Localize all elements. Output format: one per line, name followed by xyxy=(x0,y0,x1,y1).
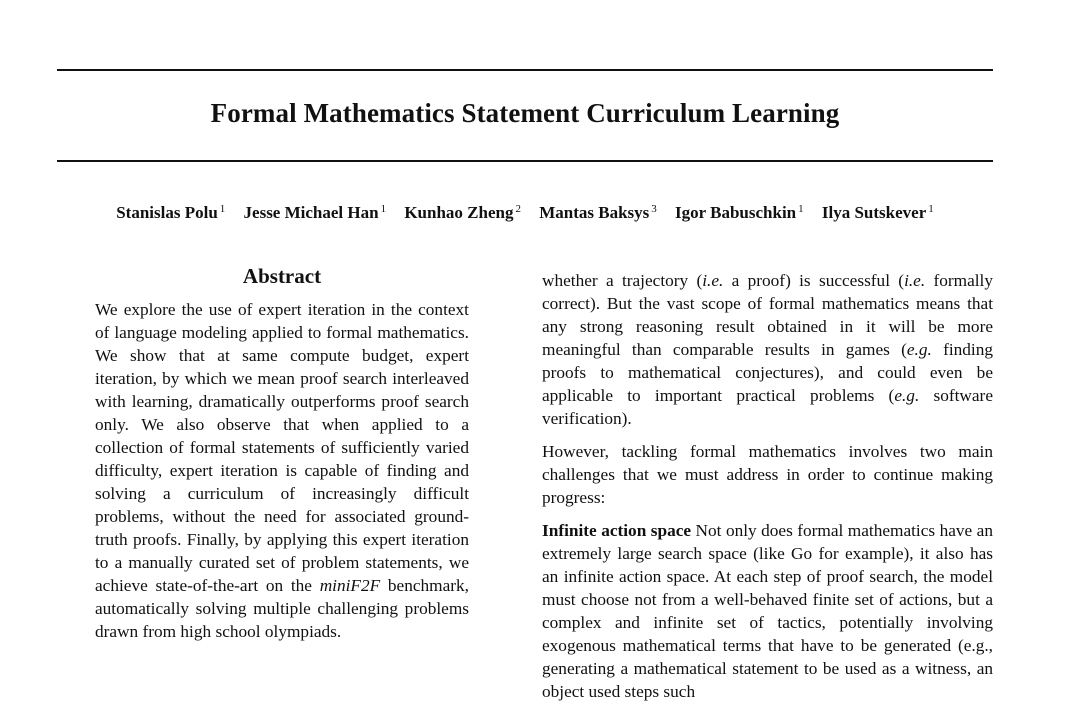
author-affiliation: 1 xyxy=(798,203,804,215)
author-affiliation: 1 xyxy=(219,203,226,215)
author-affiliation: 1 xyxy=(928,203,934,215)
challenges-paragraph: However, tackling formal mathematics involves two main challenges that we must address in order to continue making progress: xyxy=(542,442,993,507)
author-affiliation: 2 xyxy=(515,203,521,215)
author xyxy=(244,203,387,223)
abstract-text: We explore the use of expert iteration in the context of language modeling applied to formal mathematics. We show that at same compute budget, expert iteration, by which we mean proof search interleaved with learning, dramatically outperforms proof search only. We also observe that when applied to a collection of formal statements of sufficiently varied difficulty, expert iteration is capable of finding and solving a curriculum of increasingly difficult problems, without the need for associated ground-truth proofs. Finally, by applying this expert iteration to a manually curated set of problem statements, we achieve state-of-the-art on the miniF2F benchmark, automatically solving multiple challenging problems drawn from high school olympiads. xyxy=(95,300,469,641)
paragraph-heading: Infinite action space xyxy=(542,521,692,540)
author-name: Kunhao Zheng xyxy=(404,203,514,222)
author-list xyxy=(57,203,993,223)
intro-column xyxy=(542,269,993,703)
author-affiliation: 1 xyxy=(380,203,387,215)
abstract-section xyxy=(95,264,469,643)
author-name: Jesse Michael Han xyxy=(243,203,379,222)
author-name: Igor Babuschkin xyxy=(675,203,797,222)
author-affiliation: 3 xyxy=(651,203,657,215)
author xyxy=(675,203,804,223)
intro-paragraph: whether a trajectory (i.e. a proof) is successful (i.e. formally correct). But the vast scope of formal mathematics means that any strong reasoning result obtained in it will be more meaningful than comparable results in games (e.g. finding proofs to mathematical conjectures), and could even be applicable to important practical problems (e.g. software verification). xyxy=(542,271,994,428)
abstract-heading: Abstract xyxy=(242,264,322,288)
title-rule-bottom xyxy=(57,160,993,162)
action-space-paragraph: Infinite action space Not only does formal mathematics have an extremely large search space (like Go for example), it also has an infinite action space. At each step of proof search, the model must choose not from a well-behaved finite set of actions, but a complex and infinite set of tactics, potentially involving exogenous mathematical terms that have to be generated (e.g., generating a mathematical statement to be used as a witness, an object used steps such xyxy=(542,521,993,701)
author-name: Stanislas Polu xyxy=(116,203,218,222)
author xyxy=(116,203,225,223)
author xyxy=(539,203,657,223)
author-name: Ilya Sutskever xyxy=(821,203,927,222)
paper-title: Formal Mathematics Statement Curriculum Learning xyxy=(210,98,840,128)
title-rule-top xyxy=(57,69,993,71)
author xyxy=(404,203,521,223)
benchmark-name: miniF2F xyxy=(319,576,381,595)
author-name: Mantas Baksys xyxy=(539,203,650,222)
author xyxy=(822,203,934,223)
